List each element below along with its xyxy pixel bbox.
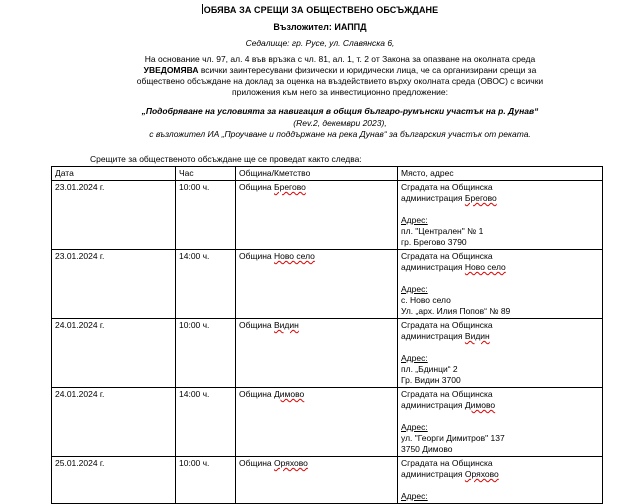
place-line-1: Сградата на Общинска xyxy=(401,389,493,399)
place-name: Димово xyxy=(464,400,496,410)
cell-place xyxy=(398,457,603,504)
header-place: Място, адрес xyxy=(398,167,603,181)
cell-time: 10:00 ч. xyxy=(176,181,236,250)
intro-line-3: обществено обсъждане на доклад за оценка на въздействието върху околната среда (ОВОС) с всички xyxy=(136,76,544,86)
place-line-2 xyxy=(401,262,599,273)
municipality-name: Димово xyxy=(274,389,305,399)
seat: Седалище: гр. Русе, ул. Славянска 6, xyxy=(245,38,395,48)
project-block xyxy=(60,106,620,141)
municipality-name: Оряхово xyxy=(274,458,308,468)
cell-date: 25.01.2024 г. xyxy=(52,457,176,504)
table-row xyxy=(52,457,603,504)
cell-time: 10:00 ч. xyxy=(176,457,236,504)
address-line-1: пл. "Централен" № 1 xyxy=(401,226,484,236)
project-rev: (Rev.2, декември 2023), xyxy=(293,117,387,128)
place-line-1: Сградата на Общинска xyxy=(401,320,493,330)
place-gap xyxy=(401,411,599,422)
table-row xyxy=(52,388,603,457)
intro-paragraph xyxy=(90,54,590,98)
intro-line-2 xyxy=(90,65,590,76)
municipality-prefix: Община xyxy=(239,320,275,330)
place-name: Брегово xyxy=(464,193,497,203)
cell-time: 14:00 ч. xyxy=(176,388,236,457)
address-label: Адрес: xyxy=(401,353,428,363)
place-prefix: администрация xyxy=(401,262,465,272)
municipality-name: Ново село xyxy=(274,251,315,261)
place-line-2 xyxy=(401,193,599,204)
place-name: Оряхово xyxy=(464,469,499,479)
meetings-table xyxy=(51,166,603,504)
cell-municipality xyxy=(236,250,398,319)
place-name: Видин xyxy=(464,331,490,341)
cell-place xyxy=(398,250,603,319)
municipality-prefix: Община xyxy=(239,251,275,261)
intro-line-1: На основание чл. 97, ал. 4 във връзка с чл. 81, ал. 1, т. 2 от Закона за опазване на околната среда xyxy=(144,54,536,64)
cell-place xyxy=(398,388,603,457)
cell-date: 23.01.2024 г. xyxy=(52,250,176,319)
cell-municipality xyxy=(236,388,398,457)
place-gap xyxy=(401,204,599,215)
intro-line-2-rest: всички заинтересувани физически и юридически лица, че са организирани срещи за xyxy=(198,65,537,75)
cell-place xyxy=(398,319,603,388)
header-time: Час xyxy=(176,167,236,181)
intro-bold: УВЕДОМЯВА xyxy=(143,65,199,75)
table-row xyxy=(52,250,603,319)
cell-municipality xyxy=(236,181,398,250)
address-label: Адрес: xyxy=(401,284,428,294)
place-gap xyxy=(401,480,599,491)
place-line-1: Сградата на Общинска xyxy=(401,458,493,468)
place-line-1: Сградата на Общинска xyxy=(401,251,493,261)
place-prefix: администрация xyxy=(401,193,465,203)
place-prefix: администрация xyxy=(401,400,465,410)
address-label: Адрес: xyxy=(401,215,428,225)
cell-place xyxy=(398,181,603,250)
address-line-2: Гр. Видин 3700 xyxy=(401,375,461,385)
intro-line-4: приложения към него за инвестиционно предложение: xyxy=(232,87,448,97)
address-line-1: с. Ново село xyxy=(401,295,451,305)
place-name: Ново село xyxy=(464,262,506,272)
address-label: Адрес: xyxy=(401,422,428,432)
cell-date: 24.01.2024 г. xyxy=(52,319,176,388)
place-line-2 xyxy=(401,469,599,480)
municipality-name: Брегово xyxy=(274,182,306,192)
place-gap xyxy=(401,273,599,284)
place-line-2 xyxy=(401,400,599,411)
meetings-lead: Срещите за общественото обсъждане ще се проведат както следва: xyxy=(90,154,362,164)
cell-time: 14:00 ч. xyxy=(176,250,236,319)
place-line-2 xyxy=(401,331,599,342)
place-prefix: администрация xyxy=(401,469,465,479)
place-line-1: Сградата на Общинска xyxy=(401,182,493,192)
municipality-prefix: Община xyxy=(239,182,275,192)
municipality-prefix: Община xyxy=(239,458,275,468)
table-row xyxy=(52,181,603,250)
project-assignor: с възложител ИА „Проучване и поддържане на река Дунав“ за българския участък от реката. xyxy=(149,129,531,139)
text-cursor xyxy=(202,4,203,14)
place-prefix: администрация xyxy=(401,331,465,341)
place-gap xyxy=(401,342,599,353)
address-line-2: гр. Брегово 3790 xyxy=(401,237,467,247)
project-title: „Подобряване на условията за навигация в общия българо-румънски участък на р. Дунав“ xyxy=(141,106,539,116)
notice-title xyxy=(0,4,640,15)
cell-date: 24.01.2024 г. xyxy=(52,388,176,457)
municipality-name: Видин xyxy=(274,320,299,330)
assignor: Възложител: ИАППД xyxy=(273,22,367,32)
address-line-1: пл. „Бдинци“ 2 xyxy=(401,364,458,374)
municipality-prefix: Община xyxy=(239,389,275,399)
notice-title-text: ОБЯВА ЗА СРЕЩИ ЗА ОБЩЕСТВЕНО ОБСЪЖДАНЕ xyxy=(203,5,439,15)
cell-date: 23.01.2024 г. xyxy=(52,181,176,250)
cell-municipality xyxy=(236,319,398,388)
address-line-2: Ул. „арх. Илия Попов“ № 89 xyxy=(401,306,511,316)
header-municipality: Община/Кметство xyxy=(236,167,398,181)
table-header-row xyxy=(52,167,603,181)
table-body xyxy=(52,181,603,504)
header-date: Дата xyxy=(52,167,176,181)
cell-time: 10:00 ч. xyxy=(176,319,236,388)
table-row xyxy=(52,319,603,388)
cell-municipality xyxy=(236,457,398,504)
address-line-2: 3750 Димово xyxy=(401,444,453,454)
address-line-1: ул. "Георги Димитров" 137 xyxy=(401,433,505,443)
address-label: Адрес: xyxy=(401,491,428,501)
